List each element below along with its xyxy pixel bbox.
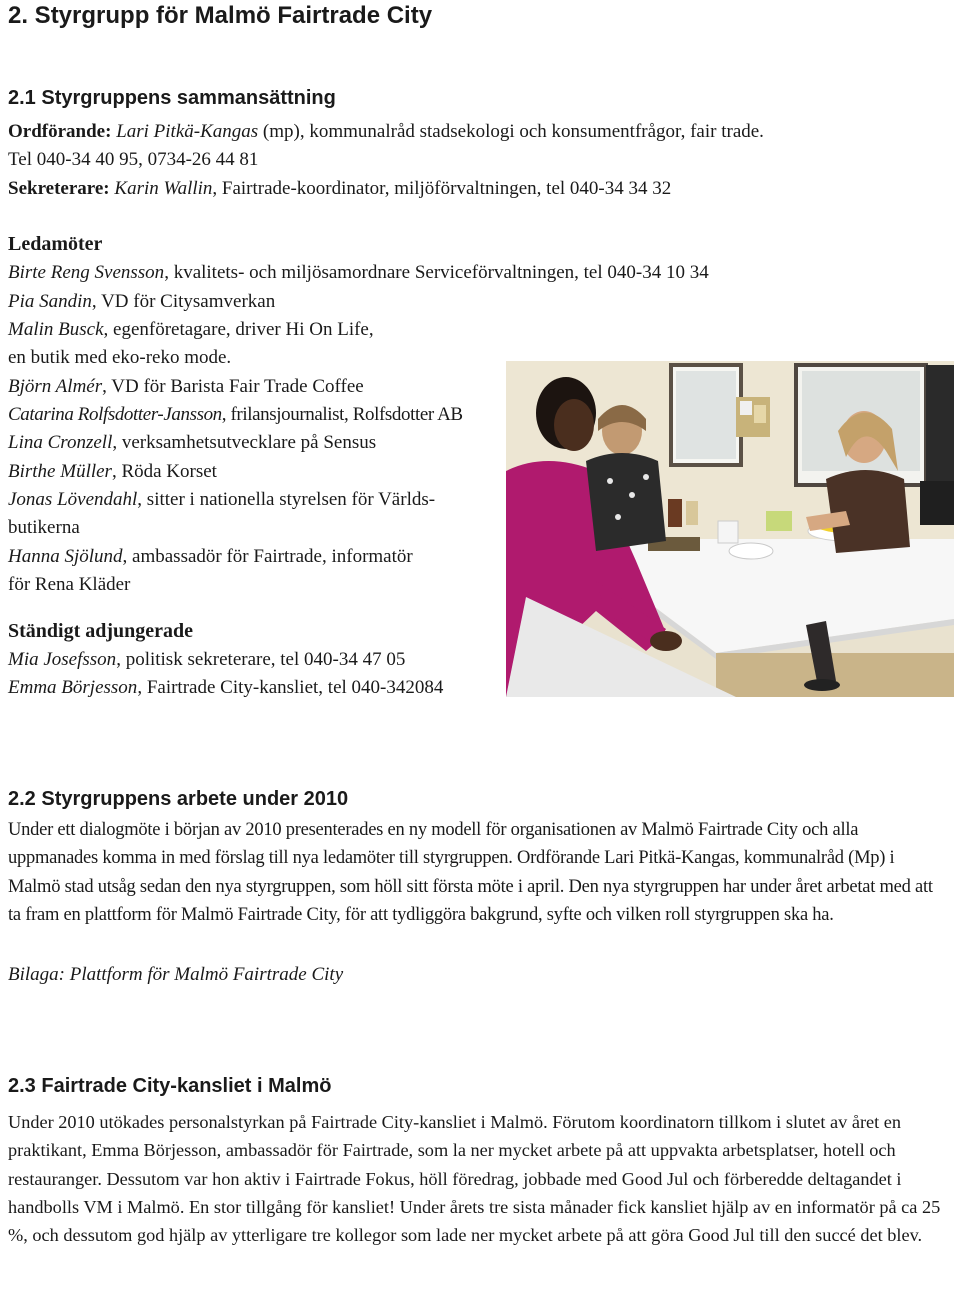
secretary-description: , Fairtrade-koordinator, miljöförvaltningen, tel 040-34 34 32 [212, 178, 672, 199]
member-line: Birthe Müller, Röda Korset [8, 461, 217, 482]
member-line: Pia Sandin, VD för Citysamverkan [8, 291, 276, 312]
member-line: Birte Reng Svensson, kvalitets- och miljösamordnare Serviceförvaltningen, tel 040-34 10 34 [8, 262, 709, 283]
secretary-label: Sekreterare: [8, 178, 110, 199]
member-line: butikerna [8, 517, 80, 538]
secretary-line [8, 178, 671, 200]
adjunct-heading: Ständigt adjungerade [8, 620, 194, 642]
adjunct-line: Emma Börjesson, Fairtrade City-kansliet, tel 040-342084 [8, 677, 444, 698]
chair-name: Lari Pitkä-Kangas [116, 121, 259, 142]
member-line: Catarina Rolfsdotter-Jansson, frilansjournalist, Rolfsdotter AB [8, 404, 463, 425]
section-2-2-body: Under ett dialogmöte i början av 2010 presenterades en ny modell för organisationen av Malmö Fairtrade City och alla uppmanades komma in med förslag till nya ledamöter till styrgruppen. Ordförande Lari Pitkä-Kangas, kommunalråd (Mp) i Malmö stad utsåg sedan den nya styrgruppen, som höll sitt första möte i april. Den nya styrgruppen har under året arbetat med att ta fram en plattform för Malmö Fairtrade City, för att tydliggöra bakgrund, syfte och vilken roll styrgruppen ska ha. [8, 820, 933, 925]
member-line: Hanna Sjölund, ambassadör för Fairtrade, informatör [8, 546, 413, 567]
attachment-note: Bilaga: Plattform för Malmö Fairtrade City [8, 964, 344, 985]
chair-label: Ordförande: [8, 121, 112, 142]
member-line: Malin Busck, egenföretagare, driver Hi On Life, [8, 319, 374, 340]
member-line: Jonas Lövendahl, sitter i nationella styrelsen för Världs- [8, 489, 436, 510]
member-line: Björn Almér, VD för Barista Fair Trade Coffee [8, 376, 364, 397]
member-line: Lina Cronzell, verksamhetsutvecklare på Sensus [8, 432, 377, 453]
secretary-name: Karin Wallin [114, 178, 213, 199]
member-line: för Rena Kläder [8, 574, 131, 595]
section-2-2-title: 2.2 Styrgruppens arbete under 2010 [8, 788, 349, 810]
chair-line [8, 121, 764, 143]
adjunct-line: Mia Josefsson, politisk sekreterare, tel 040-34 47 05 [8, 649, 406, 670]
section-2-1-title: 2.1 Styrgruppens sammansättning [8, 87, 336, 109]
meeting-photo [506, 361, 954, 697]
member-line: en butik med eko-reko mode. [8, 347, 232, 368]
page-title: 2. Styrgrupp för Malmö Fairtrade City [8, 2, 433, 29]
chair-phone: Tel 040-34 40 95, 0734-26 44 81 [8, 149, 259, 170]
chair-description: (mp), kommunalråd stadsekologi och konsumentfrågor, fair trade. [258, 121, 764, 142]
section-2-3-body: Under 2010 utökades personalstyrkan på Fairtrade City-kansliet i Malmö. Förutom koordinatorn tillkom i slutet av året en praktikant, Emma Börjesson, ambassadör för Fairtrade, som la ner mycket arbete på att uppvakta arbetsplatser, hotell och restauranger. Dessutom var hon aktiv i Fairtrade Fokus, höll föredrag, jobbade med Good Jul och förberedde deltagandet i handbolls VM i Malmö. En stor tillgång för kansliet! Under årets tre sista månader fick kansliet hjälp av en informatör på ca 25 %, och dessutom god hjälp av ytterligare tre kollegor som lade ner mycket arbete på att göra Good Jul till den succé det blev. [8, 1112, 941, 1246]
members-heading: Ledamöter [8, 233, 103, 255]
section-2-3-title: 2.3 Fairtrade City-kansliet i Malmö [8, 1075, 332, 1097]
